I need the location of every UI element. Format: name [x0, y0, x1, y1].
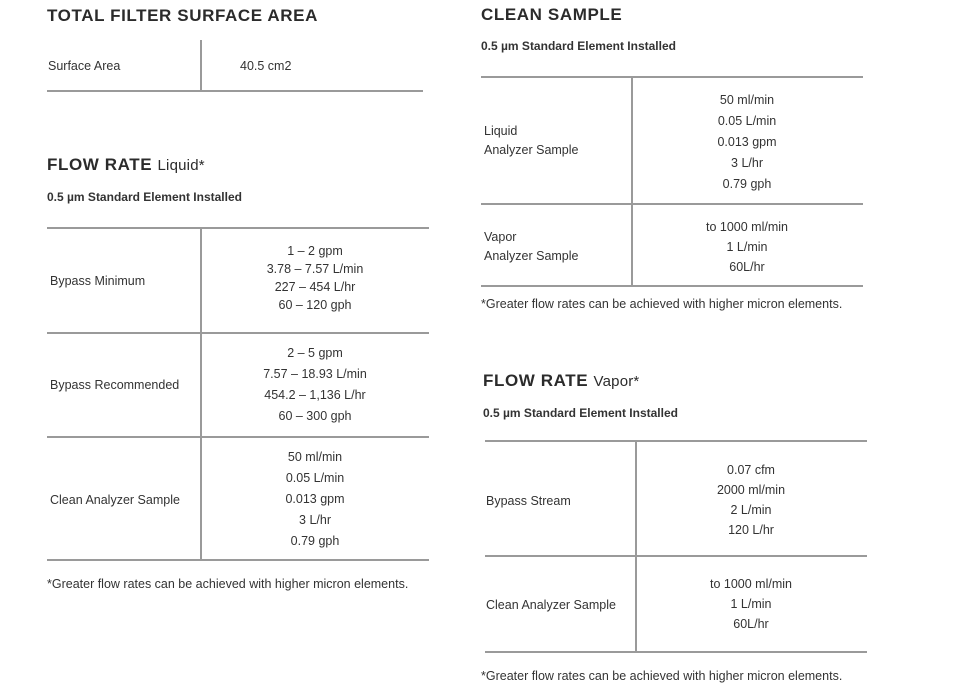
flow-vapor-title-suffix: Vapor*	[593, 373, 640, 390]
value-line: 1 L/min	[730, 597, 772, 611]
value-line: 0.05 L/min	[285, 471, 345, 485]
value-line: 2 – 5 gpm	[287, 346, 343, 360]
flow-vapor-title	[483, 371, 639, 391]
value-line: 0.013 gpm	[717, 135, 777, 149]
value-line: 454.2 – 1,136 L/hr	[264, 388, 366, 402]
flow-liquid-title-main: FLOW RATE	[47, 155, 153, 174]
clean-sample-row-label	[484, 122, 579, 160]
value-line: 120 L/hr	[728, 523, 774, 537]
value-line: 2000 ml/min	[716, 483, 786, 497]
flow-vapor-row-label: Bypass Stream	[486, 494, 571, 508]
value-line: 60 – 120 gph	[278, 298, 352, 312]
value-line: 7.57 – 18.93 L/min	[263, 367, 367, 381]
flow-liquid-row-rule	[47, 332, 429, 334]
value-line: 0.05 L/min	[717, 114, 777, 128]
flow-liquid-row-rule	[47, 436, 429, 438]
flow-liquid-top-rule	[47, 227, 429, 229]
value-line: 3 L/hr	[299, 513, 331, 527]
value-line: 0.07 cfm	[727, 463, 775, 477]
value-line: 60 – 300 gph	[278, 409, 352, 423]
flow-liquid-subtitle: 0.5 µm Standard Element Installed	[47, 190, 242, 204]
value-line: 0.013 gpm	[285, 492, 345, 506]
value-line: to 1000 ml/min	[706, 220, 788, 234]
value-line: 1 L/min	[726, 240, 768, 254]
value-line: 50 ml/min	[287, 450, 343, 464]
clean-sample-row-values	[632, 90, 862, 195]
value-line: 60L/hr	[729, 260, 765, 274]
flow-liquid-row-label: Bypass Recommended	[50, 378, 180, 392]
flow-liquid-title	[47, 155, 205, 175]
clean-sample-top-rule	[481, 76, 863, 78]
value-line: 3.78 – 7.57 L/min	[266, 262, 364, 276]
value-line: to 1000 ml/min	[710, 577, 792, 591]
surface-area-value: 40.5 cm2	[240, 59, 292, 73]
value-line: 0.79 gph	[290, 534, 340, 548]
clean-sample-row-values	[632, 217, 862, 277]
value-line: 60L/hr	[733, 617, 769, 631]
flow-liquid-row-label: Clean Analyzer Sample	[50, 493, 180, 507]
flow-vapor-title-main: FLOW RATE	[483, 371, 589, 390]
clean-sample-subtitle: 0.5 µm Standard Element Installed	[481, 39, 676, 53]
surface-area-title: TOTAL FILTER SURFACE AREA	[47, 6, 318, 25]
value-line: 227 – 454 L/hr	[274, 280, 356, 294]
flow-liquid-bottom-rule	[47, 559, 429, 561]
clean-sample-bottom-rule	[481, 285, 863, 287]
flow-vapor-bottom-rule	[485, 651, 867, 653]
surface-area-label: Surface Area	[48, 59, 121, 73]
flow-vapor-footnote: *Greater flow rates can be achieved with higher micron elements.	[481, 669, 843, 683]
label-line: Vapor	[484, 230, 517, 244]
value-line: 50 ml/min	[719, 93, 775, 107]
surface-table-divider	[200, 40, 202, 91]
flow-vapor-top-rule	[485, 440, 867, 442]
flow-liquid-title-suffix: Liquid*	[157, 157, 205, 174]
label-line: Analyzer Sample	[484, 143, 579, 157]
flow-vapor-row-values	[636, 460, 866, 540]
value-line: 2 L/min	[730, 503, 772, 517]
value-line: 0.79 gph	[722, 177, 772, 191]
flow-liquid-row-values	[200, 343, 430, 427]
flow-vapor-row-label: Clean Analyzer Sample	[486, 598, 616, 612]
clean-sample-row-label	[484, 228, 579, 266]
flow-vapor-subtitle: 0.5 µm Standard Element Installed	[483, 406, 678, 420]
clean-sample-row-rule	[481, 203, 863, 205]
flow-vapor-row-values	[636, 574, 866, 634]
flow-liquid-row-values	[200, 242, 430, 314]
value-line: 3 L/hr	[731, 156, 763, 170]
label-line: Analyzer Sample	[484, 249, 579, 263]
clean-sample-title: CLEAN SAMPLE	[481, 5, 623, 24]
surface-table-bottom-rule	[47, 90, 423, 92]
value-line: 1 – 2 gpm	[287, 244, 343, 258]
flow-liquid-row-values	[200, 447, 430, 552]
flow-vapor-row-rule	[485, 555, 867, 557]
clean-sample-footnote: *Greater flow rates can be achieved with higher micron elements.	[481, 297, 843, 311]
flow-liquid-row-label: Bypass Minimum	[50, 274, 146, 288]
label-line: Liquid	[484, 124, 518, 138]
flow-liquid-footnote: *Greater flow rates can be achieved with higher micron elements.	[47, 577, 409, 591]
